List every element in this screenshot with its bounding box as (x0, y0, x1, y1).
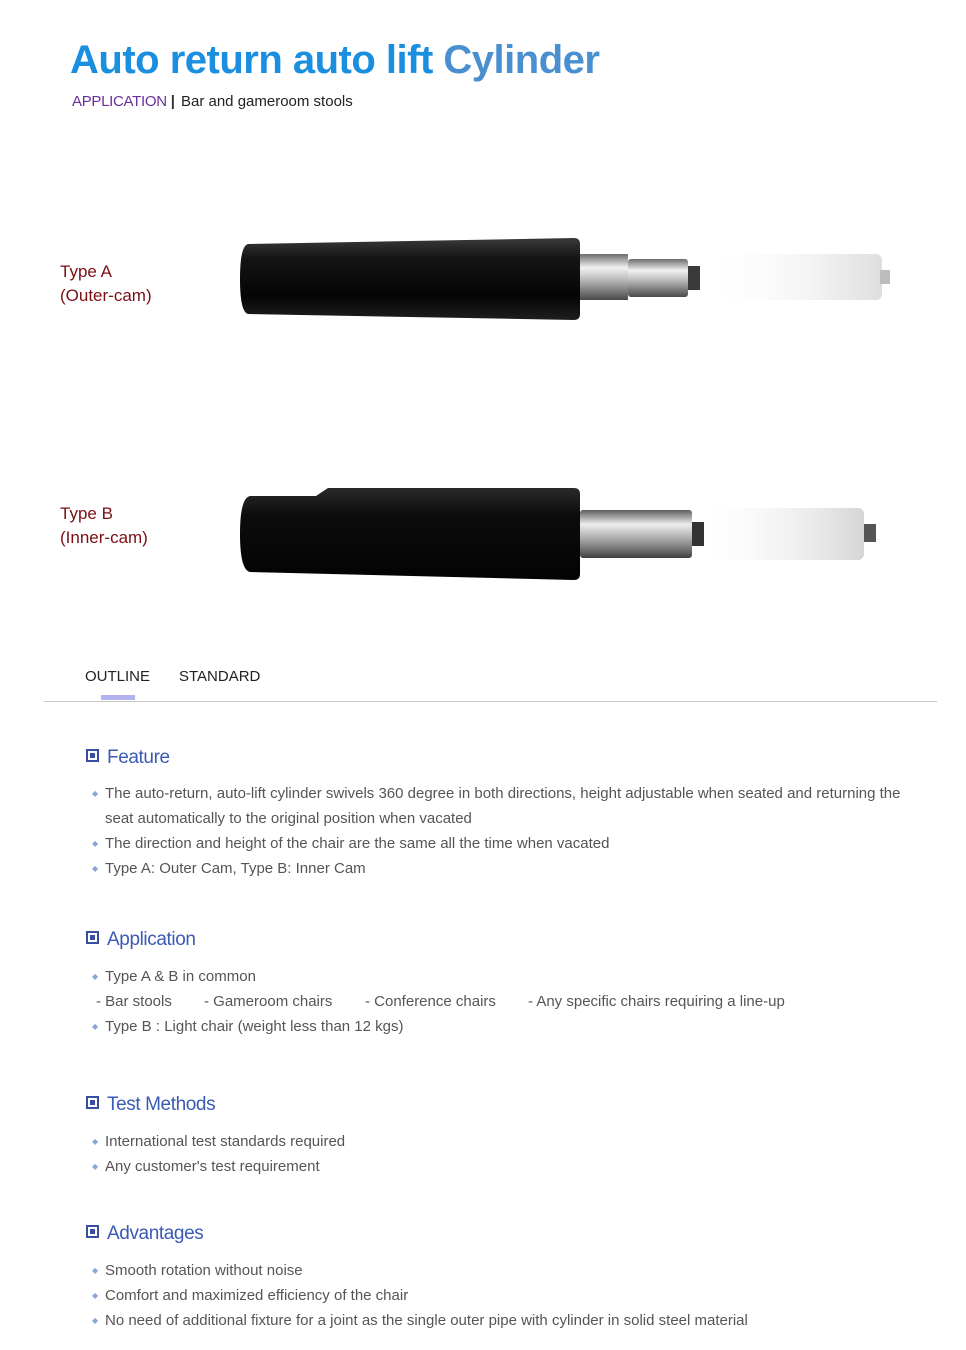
application-list (92, 964, 932, 1039)
list-item: ◆ Type A: Outer Cam, Type B: Inner Cam (92, 856, 932, 881)
sub-item: - Any specific chairs requiring a line-up (528, 993, 785, 1010)
list-item: ◆ The direction and height of the chair are the same all the time when vacated (92, 831, 932, 856)
list-item: ◆ The auto-return, auto-lift cylinder swivels 360 degree in both directions, height adjustable when seated and returning the seat automatically to the original position when vacated (92, 781, 932, 831)
application-heading-text: Application (107, 929, 196, 950)
feature-heading-text: Feature (107, 747, 170, 768)
list-item: ◆ Type A & B in common (92, 964, 932, 989)
list-item: ◆ International test standards required (92, 1129, 932, 1154)
tab-bar (44, 664, 937, 702)
sub-item: - Bar stools (96, 993, 172, 1010)
type-a-cylinder-image (236, 228, 896, 328)
application-line (72, 92, 353, 112)
application-value: Bar and gameroom stools (180, 93, 353, 110)
type-b-cam: (Inner-cam) (60, 528, 148, 547)
type-b-name: Type B (60, 504, 113, 523)
application-heading (86, 927, 196, 953)
advantages-heading (86, 1221, 203, 1247)
list-item: ◆ Type B : Light chair (weight less than 12 kgs) (92, 1014, 932, 1039)
square-bullet-icon (86, 1225, 99, 1238)
title-part-2: Cylinder (443, 38, 600, 82)
sub-item: - Conference chairs (365, 993, 496, 1010)
type-b-label (60, 502, 148, 550)
advantages-list (92, 1258, 932, 1333)
square-bullet-icon (86, 931, 99, 944)
sub-item: - Gameroom chairs (204, 993, 333, 1010)
list-item: ◆ Any customer's test requirement (92, 1154, 932, 1179)
type-a-cam: (Outer-cam) (60, 286, 152, 305)
type-a-name: Type A (60, 262, 112, 281)
feature-heading (86, 745, 170, 771)
page-title (70, 34, 599, 86)
test-methods-heading (86, 1092, 215, 1118)
advantages-heading-text: Advantages (107, 1223, 204, 1244)
list-item: ◆ Smooth rotation without noise (92, 1258, 932, 1283)
title-part-1: Auto return auto lift (70, 38, 444, 82)
application-sub-items (92, 989, 932, 1014)
tab-standard[interactable]: STANDARD (179, 668, 261, 685)
list-item: ◆ No need of additional fixture for a joint as the single outer pipe with cylinder in solid steel material (92, 1308, 932, 1333)
test-methods-list (92, 1129, 932, 1179)
square-bullet-icon (86, 1096, 99, 1109)
square-bullet-icon (86, 749, 99, 762)
tab-outline[interactable]: OUTLINE (85, 668, 151, 685)
type-b-cylinder-image (236, 484, 896, 584)
list-item: ◆ Comfort and maximized efficiency of the chair (92, 1283, 932, 1308)
test-methods-heading-text: Test Methods (107, 1094, 216, 1115)
application-separator: | (170, 93, 175, 110)
feature-list (92, 781, 932, 881)
type-a-label (60, 260, 152, 308)
application-label: APPLICATION (72, 93, 167, 110)
